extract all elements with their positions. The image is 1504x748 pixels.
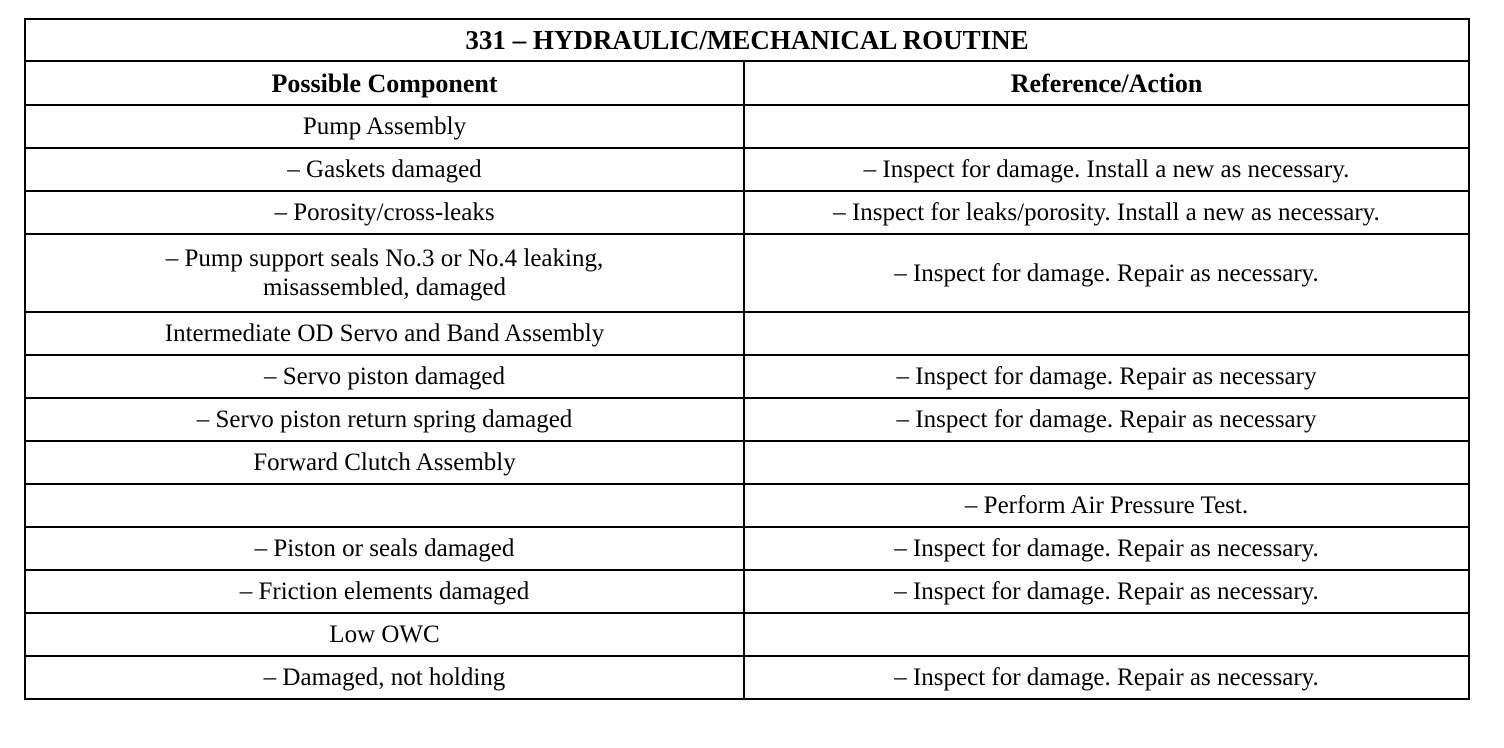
table-row	[25, 613, 1469, 656]
component-cell: – Gaskets damaged	[25, 148, 744, 191]
component-cell: – Servo piston return spring damaged	[25, 398, 744, 441]
component-cell: – Porosity/cross-leaks	[25, 191, 744, 234]
table-row	[25, 398, 1469, 441]
column-header-component: Possible Component	[25, 61, 744, 105]
component-cell: – Servo piston damaged	[25, 355, 744, 398]
action-cell: – Inspect for leaks/porosity. Install a new as necessary.	[744, 191, 1469, 234]
column-header-action: Reference/Action	[744, 61, 1469, 105]
action-cell: – Inspect for damage. Install a new as necessary.	[744, 148, 1469, 191]
action-cell: – Perform Air Pressure Test.	[744, 484, 1469, 527]
table-title: 331 – HYDRAULIC/MECHANICAL ROUTINE	[25, 19, 1469, 61]
component-line-2: misassembled, damaged	[263, 274, 506, 301]
table-row	[25, 105, 1469, 148]
table-row	[25, 570, 1469, 613]
table-row	[25, 191, 1469, 234]
component-cell	[25, 484, 744, 527]
action-cell	[744, 613, 1469, 656]
action-cell	[744, 312, 1469, 355]
action-cell: – Inspect for damage. Repair as necessary.	[744, 656, 1469, 699]
table-row	[25, 355, 1469, 398]
table-row	[25, 656, 1469, 699]
table-title-row	[25, 19, 1469, 61]
component-cell: Pump Assembly	[25, 105, 744, 148]
action-cell	[744, 441, 1469, 484]
action-cell: – Inspect for damage. Repair as necessary.	[744, 527, 1469, 570]
component-cell: Low OWC	[25, 613, 744, 656]
action-cell	[744, 105, 1469, 148]
component-cell: – Damaged, not holding	[25, 656, 744, 699]
table-row	[25, 234, 1469, 312]
component-cell	[25, 234, 744, 312]
action-cell: – Inspect for damage. Repair as necessary	[744, 355, 1469, 398]
component-line-1: – Pump support seals No.3 or No.4 leaking,	[165, 245, 604, 272]
table-row	[25, 441, 1469, 484]
table-row	[25, 312, 1469, 355]
action-cell: – Inspect for damage. Repair as necessary	[744, 398, 1469, 441]
component-cell: Intermediate OD Servo and Band Assembly	[25, 312, 744, 355]
component-cell: – Piston or seals damaged	[25, 527, 744, 570]
routine-table	[24, 18, 1470, 700]
table-row	[25, 484, 1469, 527]
table-header-row	[25, 61, 1469, 105]
table-row	[25, 148, 1469, 191]
action-cell: – Inspect for damage. Repair as necessary.	[744, 234, 1469, 312]
component-cell: – Friction elements damaged	[25, 570, 744, 613]
action-cell: – Inspect for damage. Repair as necessary.	[744, 570, 1469, 613]
table-row	[25, 527, 1469, 570]
component-cell: Forward Clutch Assembly	[25, 441, 744, 484]
